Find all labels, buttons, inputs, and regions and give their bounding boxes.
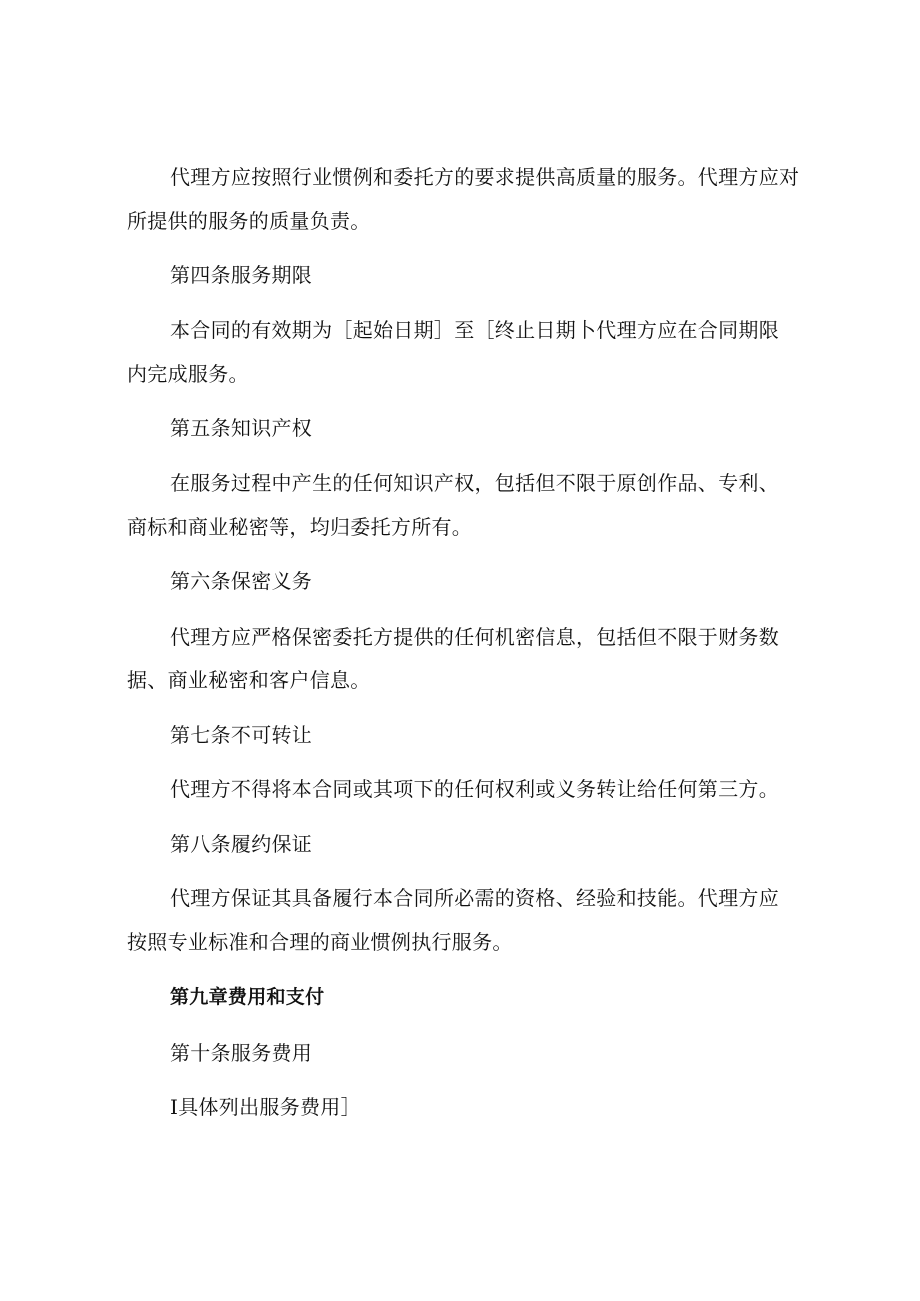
article-heading: 第六条保密义务 [170, 569, 313, 593]
paragraph-line: 内完成服务。 [127, 362, 249, 386]
article-heading: 第四条服务期限 [170, 263, 313, 287]
paragraph-line: 据、商业秘密和客户信息。 [127, 668, 371, 692]
paragraph-line: 商标和商业秘密等，均归委托方所有。 [127, 515, 473, 539]
article-heading: 第十条服务费用 [170, 1041, 313, 1065]
paragraph-line: 代理方保证其具备履行本合同所必需的资格、经验和技能。代理方应 [170, 886, 779, 910]
article-heading: 第五条知识产权 [170, 416, 313, 440]
placeholder-line: I具体列出服务费用］ [170, 1095, 361, 1119]
article-heading: 第八条履约保证 [170, 832, 313, 856]
paragraph-line: 代理方不得将本合同或其项下的任何权利或义务转让给任何第三方。 [170, 777, 779, 801]
article-heading: 第七条不可转让 [170, 723, 313, 747]
paragraph-line: 代理方应严格保密委托方提供的任何机密信息，包括但不限于财务数 [170, 625, 779, 649]
paragraph-line: 在服务过程中产生的任何知识产权，包括但不限于原创作品、专利、 [170, 471, 779, 495]
paragraph-line: 所提供的服务的质量负责。 [127, 209, 371, 233]
paragraph-line: 按照专业标准和合理的商业惯例执行服务。 [127, 930, 513, 954]
paragraph-line: 本合同的有效期为［起始日期］至［终止日期卜代理方应在合同期限 [170, 318, 779, 342]
paragraph-line: 代理方应按照行业惯例和委托方的要求提供高质量的服务。代理方应对 [170, 165, 800, 189]
chapter-heading: 第九章费用和支付 [170, 986, 325, 1008]
